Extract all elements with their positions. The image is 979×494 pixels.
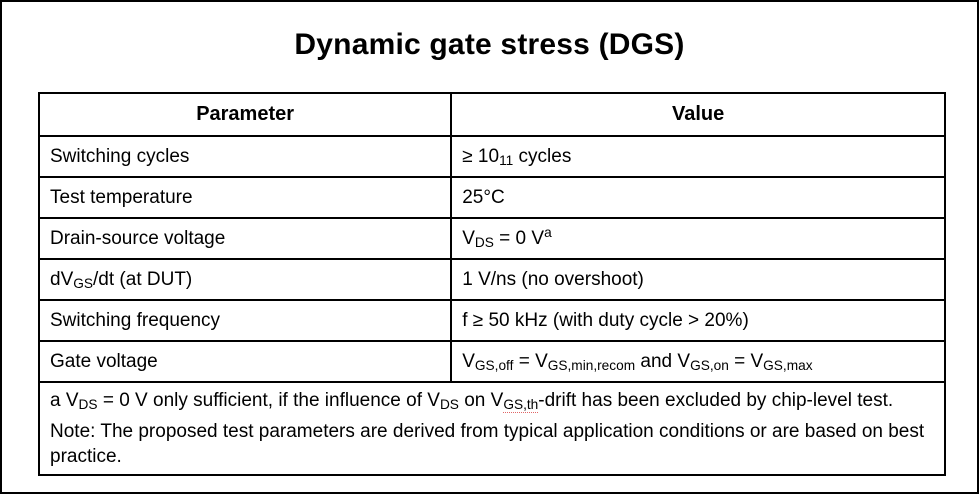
gate-voltage-v2-sub: GS,min,recom [547, 357, 636, 373]
table-row [39, 300, 945, 341]
table-row [39, 218, 945, 259]
cell-value-gate-voltage [451, 341, 945, 382]
gate-voltage-v1: V [462, 350, 475, 372]
parameter-prefix: dV [50, 268, 74, 290]
gate-voltage-eq1: = V [513, 350, 548, 372]
value-subscript: DS [474, 234, 494, 250]
cell-value-switching-frequency: f ≥ 50 kHz (with duty cycle > 20%) [451, 300, 945, 341]
gate-voltage-v1-sub: GS,off [474, 357, 514, 373]
footnote-p3-sub: GS,th [503, 397, 539, 412]
note-line: Note: The proposed test parameters are derived from typical application conditions or are based on best practice. [50, 421, 925, 468]
cell-value-dvgs-dt: 1 V/ns (no overshoot) [451, 259, 945, 300]
footnote-marker: a [544, 225, 552, 241]
cell-value-drain-source-voltage [451, 218, 945, 259]
table-row [39, 136, 945, 177]
footnote-p1-sub: DS [78, 397, 98, 412]
page-title: Dynamic gate stress (DGS) [294, 28, 685, 61]
cell-parameter-dvgs-dt [39, 259, 451, 300]
gate-voltage-v4-sub: GS,max [763, 357, 813, 373]
column-header-value: Value [451, 93, 945, 136]
cell-notes [39, 382, 945, 475]
cell-parameter-gate-voltage: Gate voltage [39, 341, 451, 382]
footnote-p3: on V [458, 390, 504, 411]
gate-voltage-conj: and V [635, 350, 691, 372]
parameter-suffix: /dt (at DUT) [93, 268, 193, 290]
value-suffix: = 0 V [493, 227, 545, 249]
cell-parameter-switching-cycles: Switching cycles [39, 136, 451, 177]
footnote-p1: V [65, 390, 79, 411]
table-row-notes [39, 382, 945, 475]
cell-parameter-test-temperature: Test temperature [39, 177, 451, 218]
footnote-p4: -drift has been excluded by chip-level test. [538, 390, 894, 411]
footnote-marker-a: a [50, 390, 66, 411]
dgs-table [38, 92, 946, 476]
cell-parameter-drain-source-voltage: Drain-source voltage [39, 218, 451, 259]
table-row [39, 259, 945, 300]
value-suffix: cycles [513, 145, 572, 167]
value-prefix: ≥ 10 [462, 145, 500, 167]
cell-value-test-temperature: 25°C [451, 177, 945, 218]
footnote-p2: = 0 V only sufficient, if the influence of V [97, 390, 440, 411]
table-row [39, 177, 945, 218]
value-subscript: 11 [499, 152, 514, 168]
gate-voltage-v3-sub: GS,on [690, 357, 729, 373]
gate-voltage-eq2: = V [728, 350, 764, 372]
parameter-subscript: GS [73, 275, 94, 291]
dgs-table-container [38, 92, 946, 476]
footnote-line [50, 388, 934, 413]
value-prefix: V [462, 227, 475, 249]
table-header-row [39, 93, 945, 136]
column-header-parameter: Parameter [39, 93, 451, 136]
footnote-p2-sub: DS [439, 397, 459, 412]
table-row [39, 341, 945, 382]
cell-parameter-switching-frequency: Switching frequency [39, 300, 451, 341]
cell-value-switching-cycles [451, 136, 945, 177]
